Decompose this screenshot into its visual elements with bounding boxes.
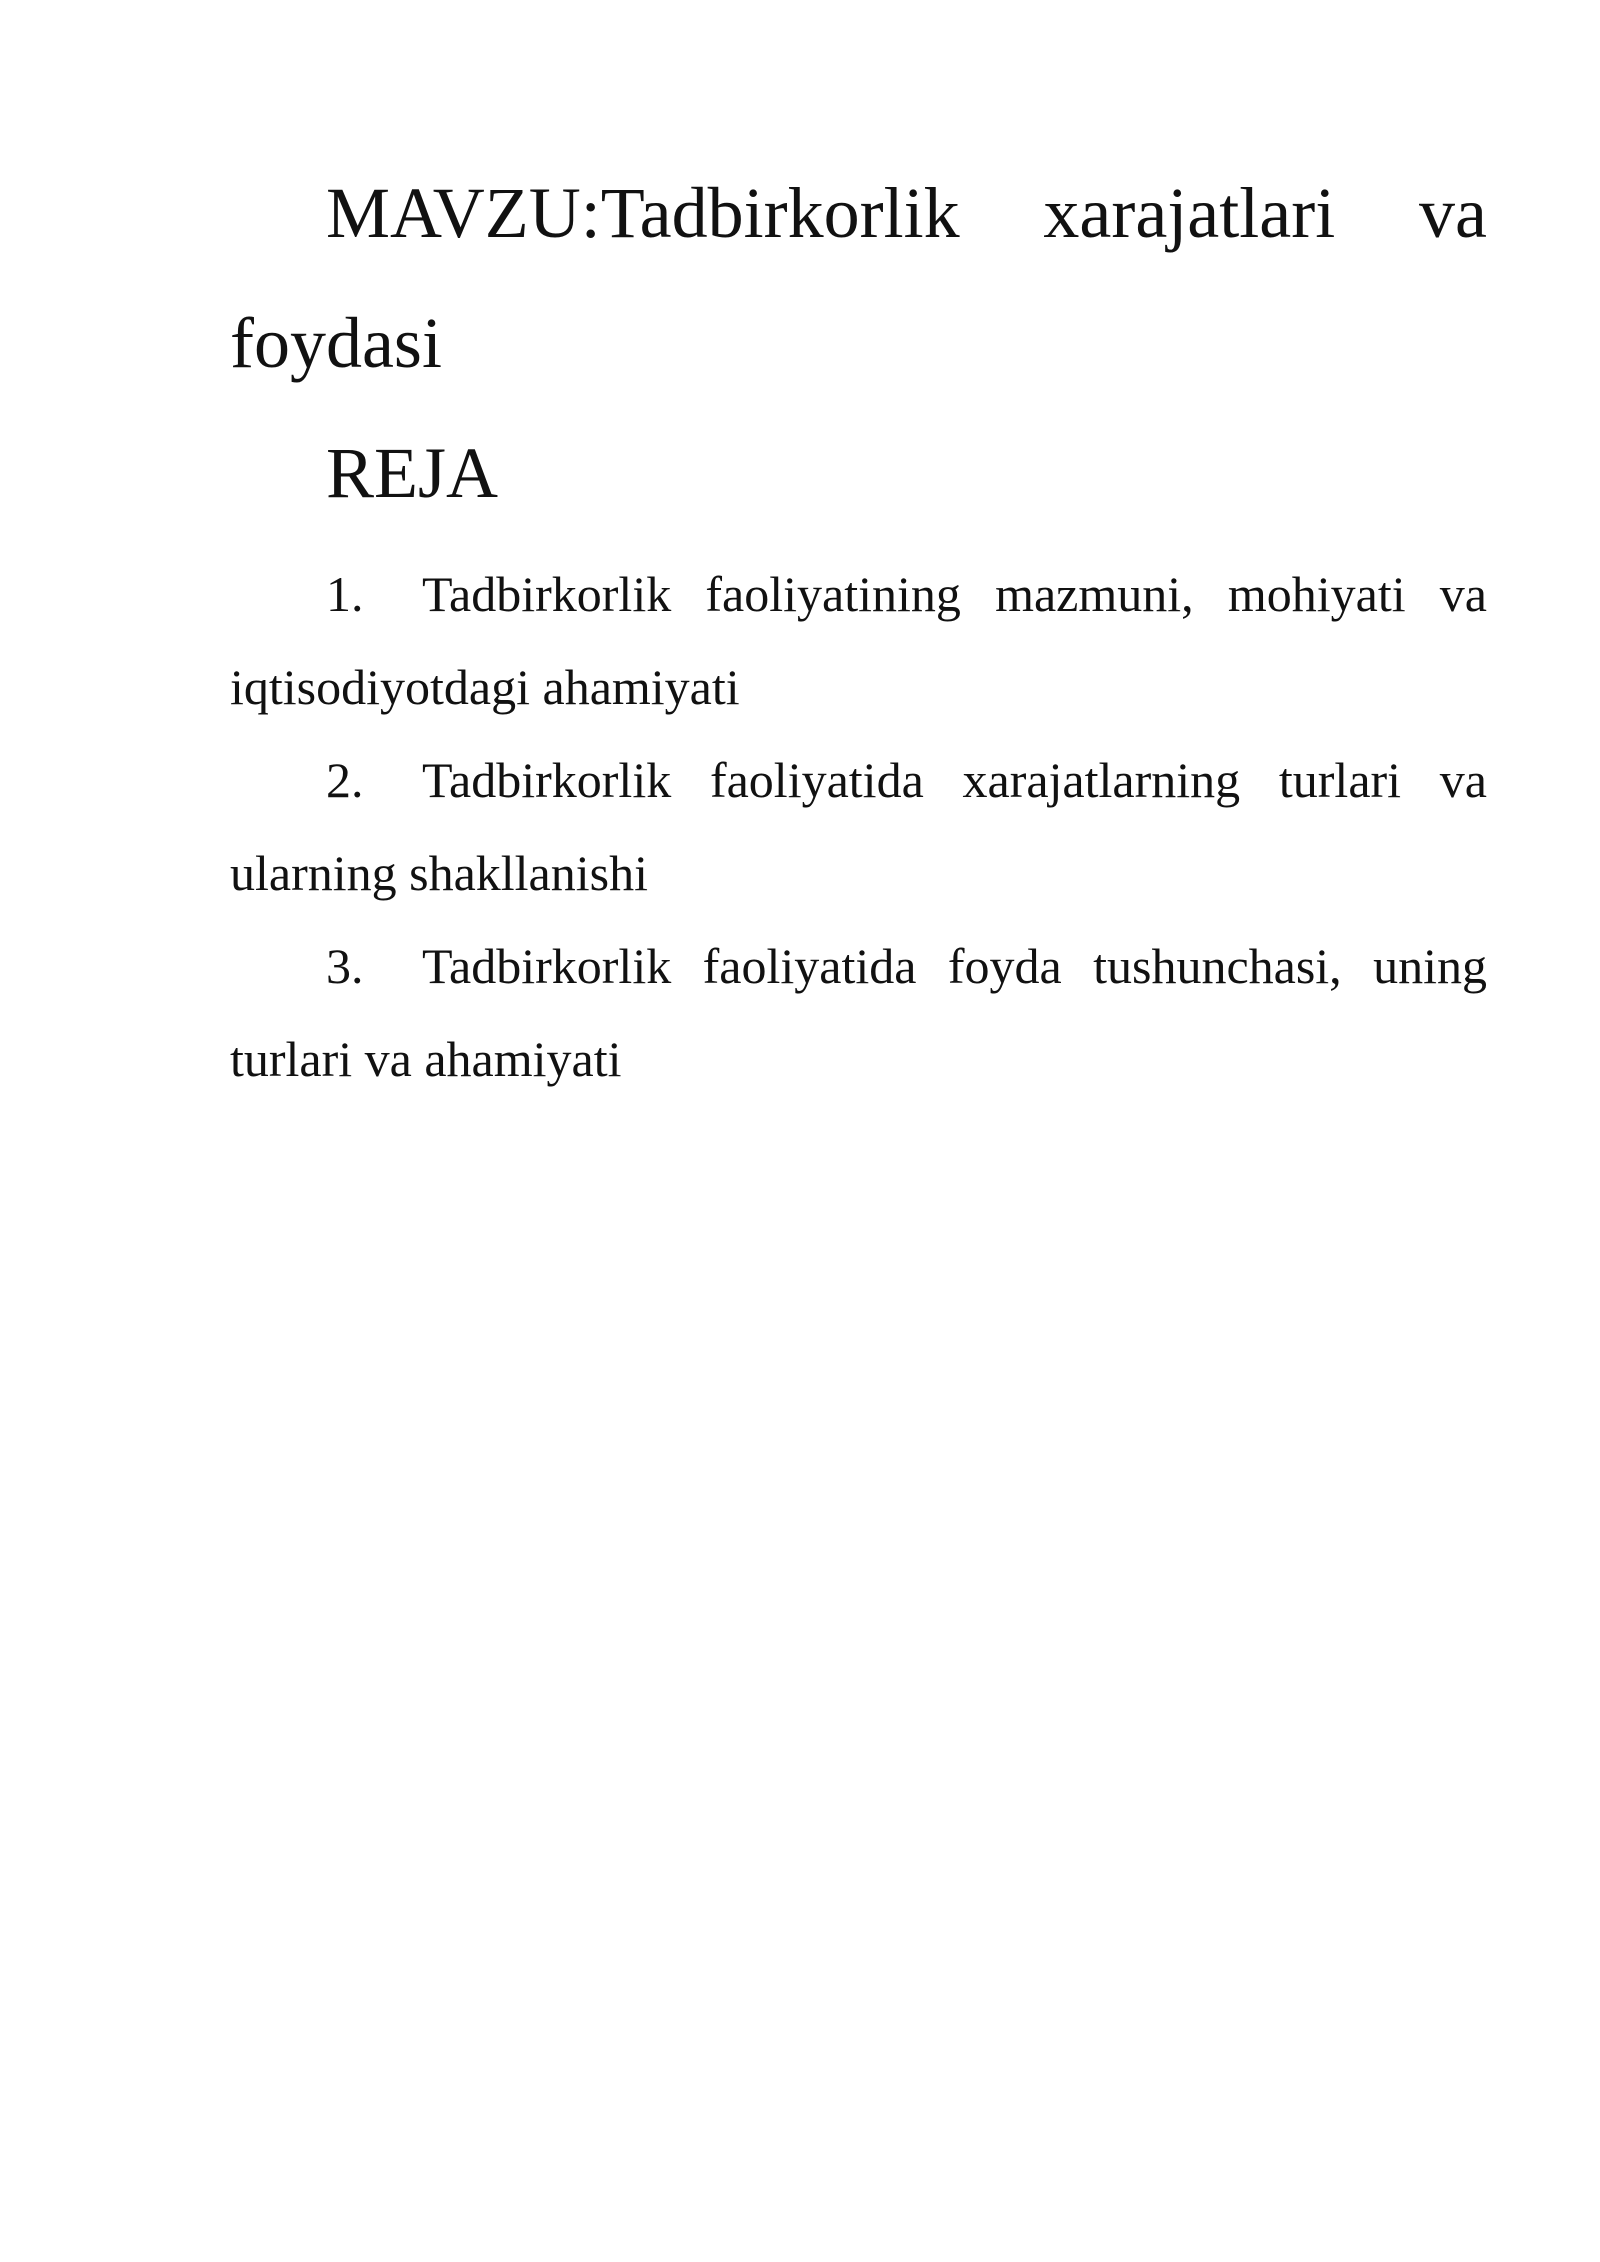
plan-item-text: Tadbirkorlik faoliyatining mazmuni, mohiyati va iqtisodiyotdagi ahamiyati xyxy=(230,566,1487,715)
plan-item-number: 3. xyxy=(326,938,364,994)
plan-item-3 xyxy=(230,920,1487,1106)
plan-item-number: 1. xyxy=(326,566,364,622)
plan-heading: REJA xyxy=(326,433,499,513)
plan-item-1 xyxy=(230,548,1487,734)
document-body xyxy=(230,148,1487,1106)
plan-item-text: Tadbirkorlik faoliyatida foyda tushunchasi, uning turlari va ahamiyati xyxy=(230,938,1487,1087)
document-title: MAVZU:Tadbirkorlik xarajatlari va foydasi xyxy=(230,173,1487,383)
plan-item-2 xyxy=(230,734,1487,920)
plan-list xyxy=(230,548,1487,1106)
plan-item-text: Tadbirkorlik faoliyatida xarajatlarning turlari va ularning shakllanishi xyxy=(230,752,1487,901)
plan-item-number: 2. xyxy=(326,752,364,808)
